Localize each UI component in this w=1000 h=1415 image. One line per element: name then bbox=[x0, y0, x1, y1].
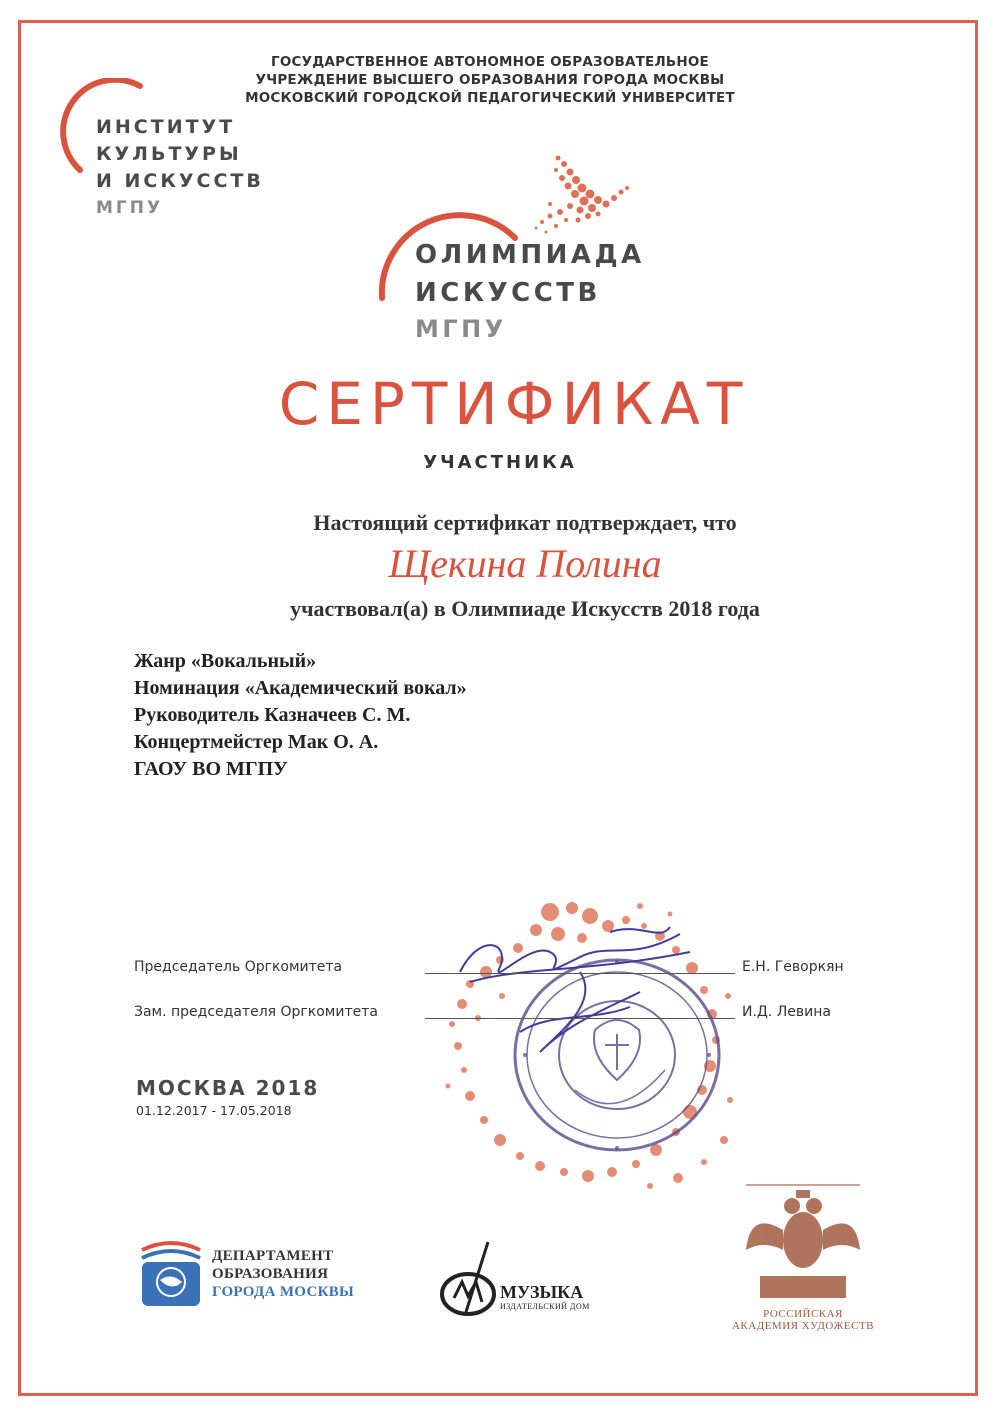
signature-line-chair bbox=[425, 973, 735, 974]
olympiad-logo-line-2: ИСКУССТВ bbox=[415, 278, 601, 308]
department-emblem-icon bbox=[136, 1236, 206, 1310]
music-logo-icon bbox=[436, 1238, 506, 1318]
signature-role-chair: Председатель Оргкомитета bbox=[134, 959, 343, 975]
detail-nomination: Номинация «Академический вокал» bbox=[134, 677, 467, 699]
department-line-2: ОБРАЗОВАНИЯ bbox=[212, 1266, 329, 1282]
detail-institution: ГАОУ ВО МГПУ bbox=[134, 758, 288, 780]
certificate-intro: Настоящий сертификат подтверждает, что bbox=[313, 510, 737, 535]
event-dates: 01.12.2017 - 17.05.2018 bbox=[136, 1103, 292, 1118]
header-line-1: ГОСУДАРСТВЕННОЕ АВТОНОМНОЕ ОБРАЗОВАТЕЛЬНОЕ bbox=[271, 54, 709, 70]
event-city-year: МОСКВА 2018 bbox=[136, 1076, 320, 1100]
detail-genre: Жанр «Вокальный» bbox=[134, 650, 317, 672]
bird-dots-icon bbox=[520, 150, 635, 245]
signature-line-deputy bbox=[425, 1018, 735, 1019]
department-line-1: ДЕПАРТАМЕНТ bbox=[212, 1248, 334, 1264]
detail-accompanist: Концертмейстер Мак О. А. bbox=[134, 731, 379, 753]
olympiad-logo-line-3: МГПУ bbox=[415, 315, 507, 343]
academy-eagle-icon bbox=[740, 1180, 866, 1310]
institute-logo-line-1: ИНСТИТУТ bbox=[96, 116, 236, 138]
department-line-3: ГОРОДА МОСКВЫ bbox=[212, 1284, 355, 1300]
institute-logo-line-2: КУЛЬТУРЫ bbox=[96, 143, 242, 165]
signature-name-deputy: И.Д. Левина bbox=[742, 1004, 831, 1020]
participation-text: участвовал(а) в Олимпиаде Искусств 2018 года bbox=[290, 596, 760, 621]
header-line-3: МОСКОВСКИЙ ГОРОДСКОЙ ПЕДАГОГИЧЕСКИЙ УНИВЕРСИТЕТ bbox=[245, 90, 735, 106]
certificate-title: СЕРТИФИКАТ bbox=[278, 370, 750, 438]
certificate-subtitle: УЧАСТНИКА bbox=[423, 452, 577, 473]
header-line-2: УЧРЕЖДЕНИЕ ВЫСШЕГО ОБРАЗОВАНИЯ ГОРОДА МОСКВЫ bbox=[255, 72, 725, 88]
detail-supervisor: Руководитель Казначеев С. М. bbox=[134, 704, 411, 726]
signature-role-deputy: Зам. председателя Оргкомитета bbox=[134, 1004, 378, 1020]
olympiad-logo-line-1: ОЛИМПИАДА bbox=[415, 240, 645, 270]
details-block bbox=[134, 648, 467, 783]
music-name: МУЗЫКА bbox=[500, 1282, 584, 1302]
signature-scribble bbox=[440, 912, 730, 1062]
signature-name-chair: Е.Н. Геворкян bbox=[742, 959, 844, 975]
music-subtitle: ИЗДАТЕЛЬСКИЙ ДОМ bbox=[500, 1302, 590, 1311]
recipient-name: Щекина Полина bbox=[388, 541, 662, 586]
academy-line-1: РОССИЙСКАЯ bbox=[763, 1308, 843, 1320]
institute-logo-line-4: МГПУ bbox=[96, 198, 164, 218]
academy-line-2: АКАДЕМИЯ ХУДОЖЕСТВ bbox=[731, 1320, 875, 1332]
institute-logo-line-3: И ИСКУССТВ bbox=[96, 170, 264, 192]
